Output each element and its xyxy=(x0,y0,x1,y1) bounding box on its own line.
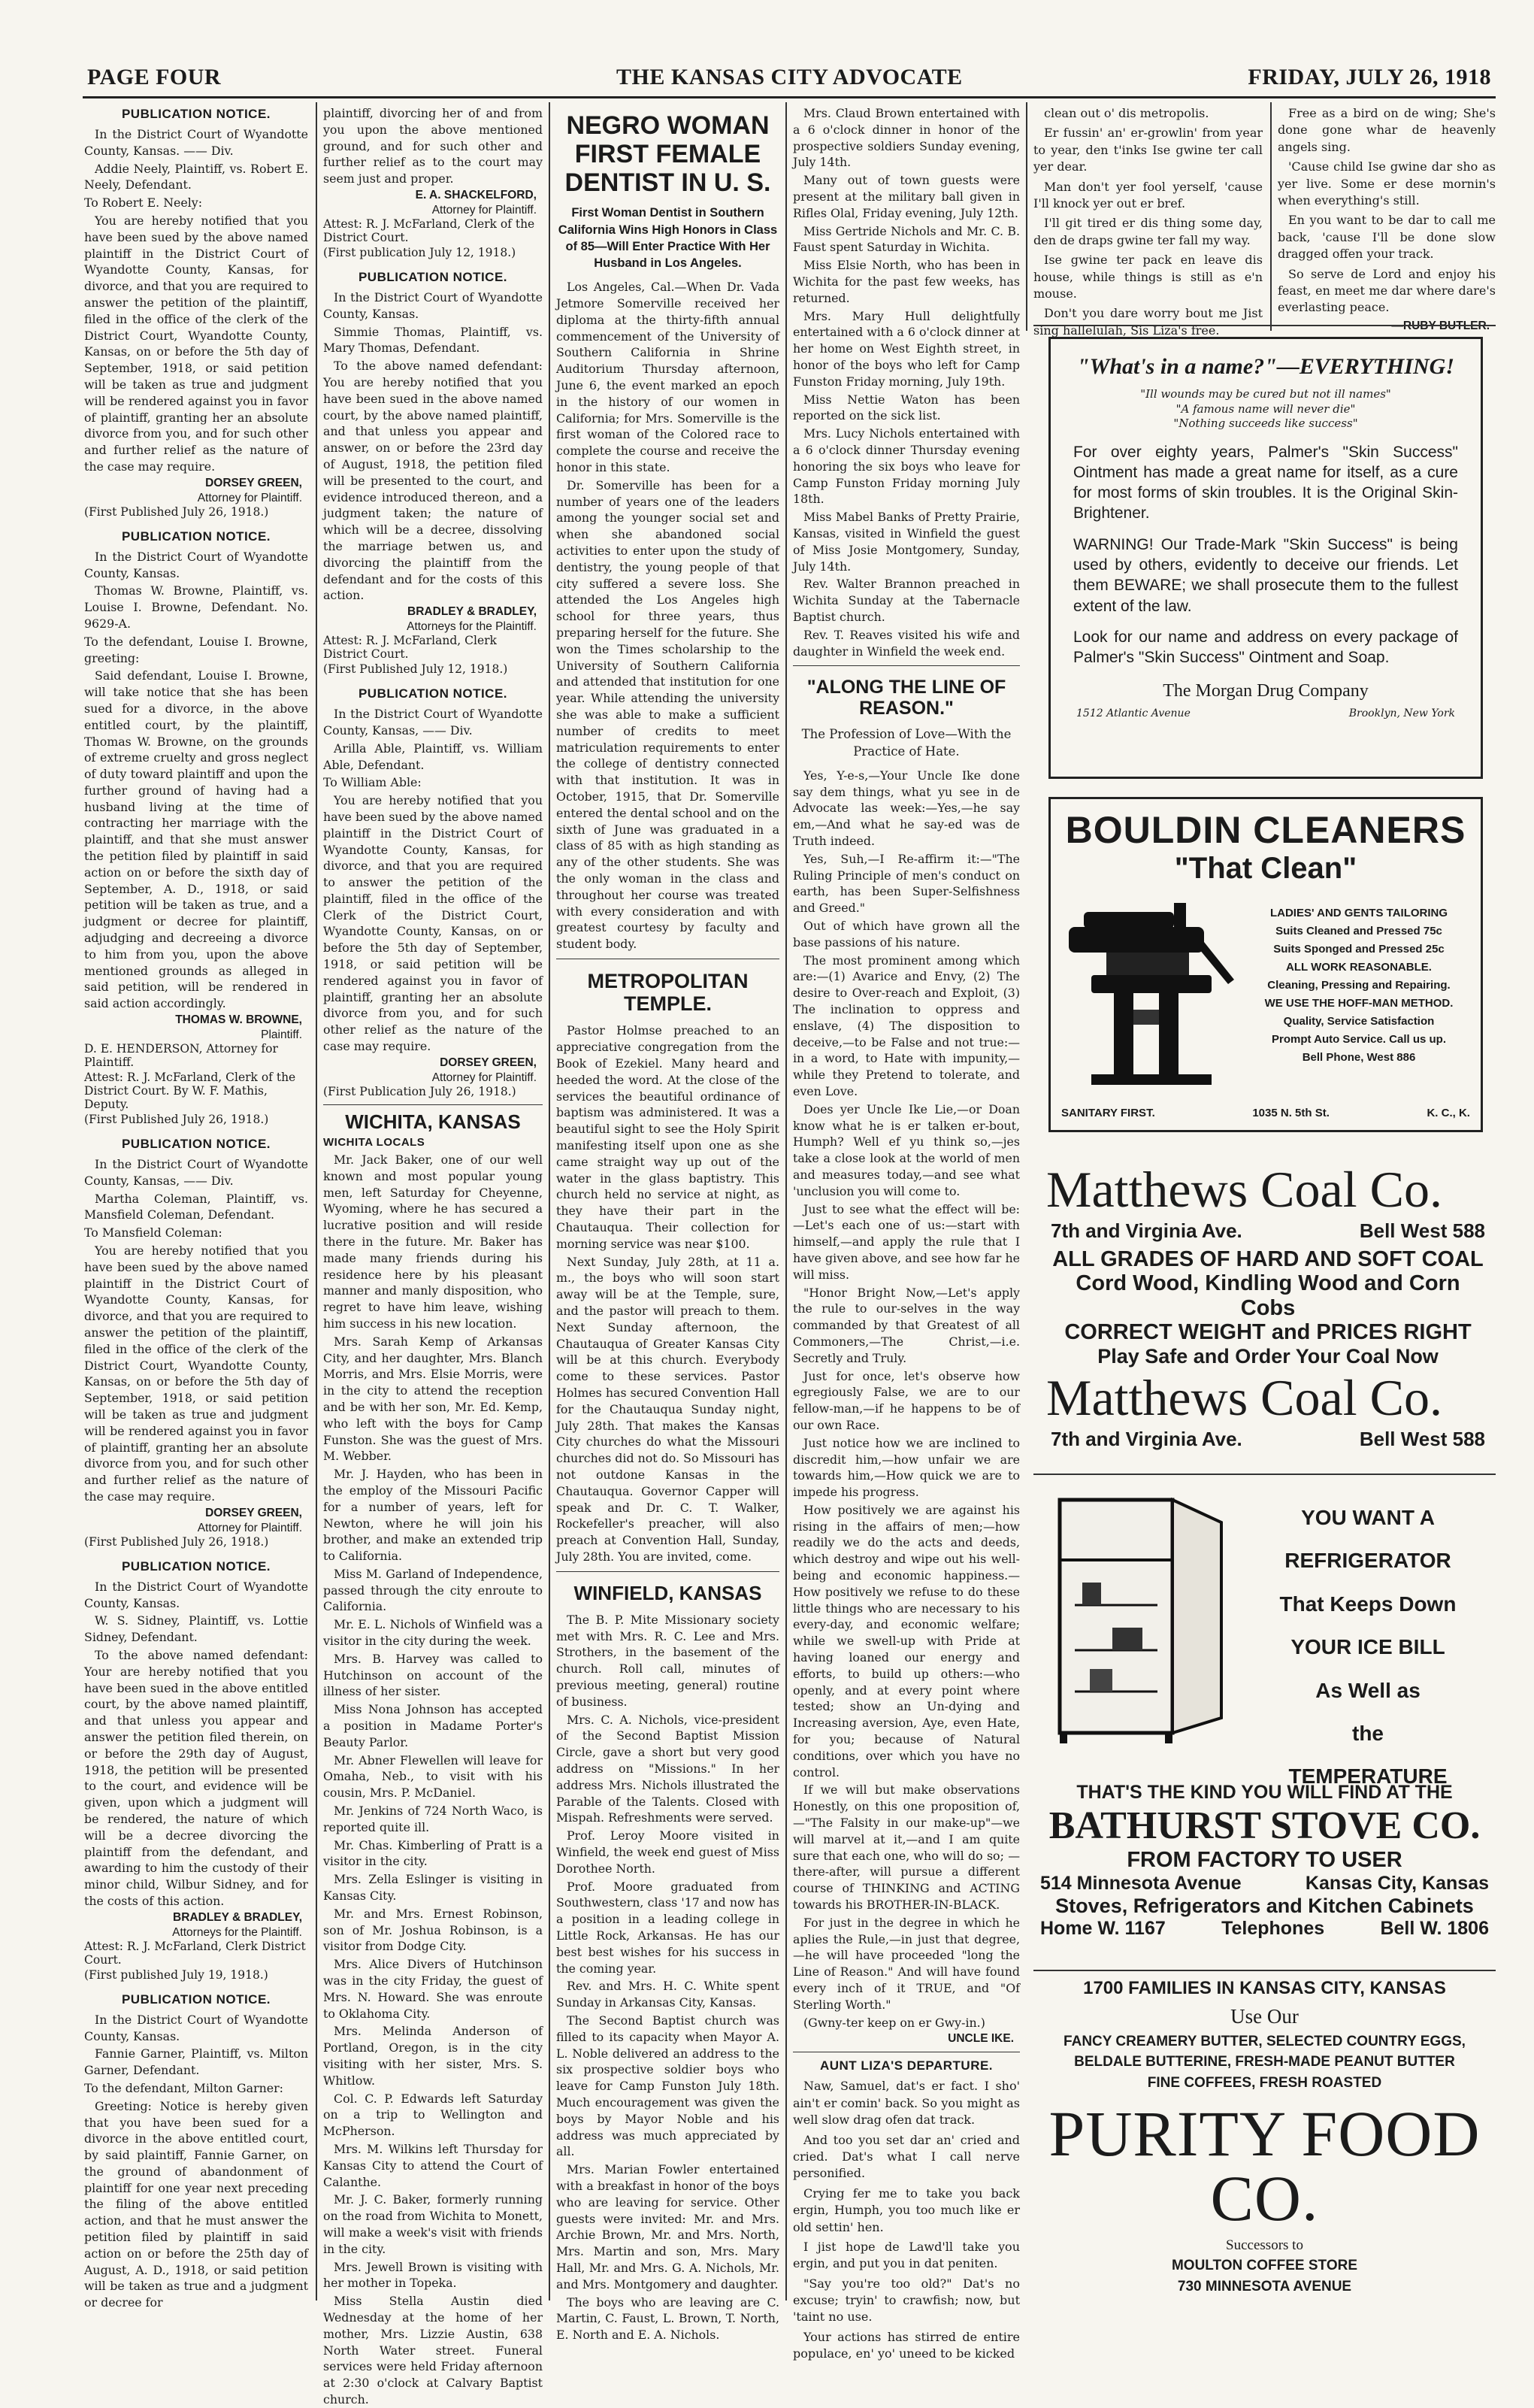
news-item: Mrs. B. Harvey was called to Hutchinson on account of the illness of her sister. xyxy=(323,1651,543,1699)
notice-attest: Attest: R. J. McFarland, Clerk of the District Court. By W. F. Mathis, Deputy. xyxy=(84,1071,296,1112)
purity-line: MOULTON COFFEE STORE xyxy=(1171,2258,1357,2274)
notice-role: Attorney for Plaintiff. xyxy=(431,203,537,217)
bouldin-footer: SANITARY FIRST. xyxy=(1061,1107,1155,1119)
news-item: Miss Elsie North, who has been in Wichita for the past few weeks, has returned. xyxy=(793,258,1020,305)
bouldin-service: WE USE THE HOFF-MAN METHOD. xyxy=(1264,997,1454,1010)
notice-text: plaintiff, divorcing her of and from you upon the above mentioned ground, and for such other and further relief as to the court may seem just and proper. xyxy=(323,106,543,186)
notice-attest: Attest: R. J. McFarland, Clerk District Court. xyxy=(84,1939,306,1967)
article-paragraph: "Honor Bright Now,—Let's apply the rule to our-selves in the way commanded by that Greatest of all Commoners,—The Christ,—i.e. Secretly and Truly. xyxy=(793,1285,1020,1365)
article-paragraph: The B. P. Mite Missionary society met with Mrs. R. C. Lee and Mrs. Strothers, in the basement of the church. Roll call, minutes of previous meeting, general) routine of business. xyxy=(556,1612,779,1709)
stove-line: FROM FACTORY TO USER xyxy=(1127,1848,1402,1872)
bouldin-service: ALL WORK REASONABLE. xyxy=(1286,961,1432,974)
notice-text: Fannie Garner, Plaintiff, vs. Milton Garner, Defendant. xyxy=(84,2046,308,2078)
notice-text: Thomas W. Browne, Plaintiff, vs. Louise I. Browne, Defendant. No. 9629-A. xyxy=(84,583,308,631)
news-item: Mrs. Jewell Brown is visiting with her mother in Topeka. xyxy=(323,2259,543,2291)
column-rule xyxy=(1270,102,1272,331)
notice-text: To the defendant, Louise I. Browne, greeting: xyxy=(84,634,308,665)
reason-headline: "ALONG THE LINE OF REASON." xyxy=(806,677,1006,719)
article-paragraph: For just in the degree in which he aplies the Rule,—in just that degree,—he will have proceeded "long the Line of Reason." And will have found every inch of it TRUE, and "Of Sterling Worth." xyxy=(793,1915,1020,2012)
notice-attorney: D. E. HENDERSON, Attorney for Plaintiff. xyxy=(84,1042,278,1070)
stove-phone-label: Telephones xyxy=(1221,1918,1325,1939)
notice-role: Attorney for Plaintiff. xyxy=(431,1071,537,1084)
notice-text: To the defendant, Milton Garner: xyxy=(84,2080,283,2095)
poem-stanza: Free as a bird on de wing; She's done gone whar de heavenly angels sing. xyxy=(1278,106,1496,154)
notice-heading: PUBLICATION NOTICE. xyxy=(121,107,271,121)
poem-stanza: Your actions has stirred de entire populace, en' yo' uneed to be kicked xyxy=(793,2329,1020,2361)
coal-address: 7th and Virginia Ave. xyxy=(1051,1219,1242,1242)
newspaper-title: THE KANSAS CITY ADVOCATE xyxy=(616,65,963,89)
palmer-ad-quote: "A famous name will never die" xyxy=(1175,401,1356,416)
palmer-ad-quote: "Nothing succeeds like success" xyxy=(1173,416,1358,430)
notice-text: In the District Court of Wyandotte County, Kansas. xyxy=(323,289,543,321)
coal-line: Play Safe and Order Your Coal Now xyxy=(1097,1344,1439,1368)
purity-line: BELDALE BUTTERINE, FRESH-MADE PEANUT BUTTER xyxy=(1074,2054,1455,2070)
news-item: Mrs. Lucy Nichols entertained with a 6 o'clock dinner Thursday evening honoring the six boys who leave for Camp Funston Friday morning July 18th. xyxy=(793,426,1020,507)
notice-text: Simmie Thomas, Plaintiff, vs. Mary Thomas, Defendant. xyxy=(323,324,543,356)
coal-line: Cord Wood, Kindling Wood and Corn Cobs xyxy=(1076,1271,1460,1320)
purity-line: FANCY CREAMERY BUTTER, SELECTED COUNTRY EGGS, xyxy=(1064,2033,1466,2049)
news-item: Col. C. P. Edwards left Saturday on a trip to Wellington and McPherson. xyxy=(323,2091,543,2139)
article-paragraph: Out of which have grown all the base passions of his nature. xyxy=(793,919,1020,950)
article-paragraph: Pastor Holmse preached to an appreciative congregation from the Book of Ezekiel. Many heard and heeded the word. At the close of the services the beautiful ordinance of baptism was administered. It was a beautiful sight to see the Holy Spirit manifesting itself upon one as she came straight way up out of the water in the glass baptistry. This church held no service at night, as they have their part in the Chautauqua. Their collection for morning service was near $100. xyxy=(556,1023,779,1251)
article-paragraph: How positively we are against his rising in the affairs of men;—how readily we do the acts and deeds, which destroy and wipe out his well-being and economic happiness.—How positively we refuse to do these little things who are necessary to his every-day, and economic welfare; while we swell-up with Pride at having loaned our energy and efforts, to build up others:—who openly, and at every point where tested; show an Un-dying and Increasing aversion, Aye, even Hate, for you; because of Natural conditions, over which you have no control. xyxy=(793,1502,1020,1779)
notice-text: You are hereby notified that you have been sued by the above named plaintiff in the District Court of Wyandotte County, Kansas, for divorce, and that you are required to answer the petition of the plaintiff, filed in the office of the clerk of the District Court, Wyandotte County, Kansas, on or before the 5th day of September, 1918, or said petition will be taken as true and judgment will be rendered against you in favor of plaintiff, granting her an absolute divorce from you, and for such other and further relief as the nature of the case may require. xyxy=(84,213,308,474)
reason-article xyxy=(793,768,1020,2013)
aunt-liza-poem-continued xyxy=(1033,105,1263,339)
notice-signature: BRADLEY & BRADLEY, xyxy=(173,1910,302,1924)
news-item: Mrs. M. Wilkins left Thursday for Kansas City to attend the Court of Calanthe. xyxy=(323,2141,543,2189)
reason-note: (Gwny-ter keep on er Gwy-in.) xyxy=(803,2015,985,2030)
news-item: Mr. and Mrs. Ernest Robinson, son of Mr. Joshua Robinson, is a visitor from Dodge City. xyxy=(323,1906,543,1954)
article-paragraph: Mrs. C. A. Nichols, vice-president of the Second Baptist Mission Circle, gave a short but very good address on "Missions." In her address Mrs. Nichols illustrated the Parable of the Talents. Closed with Mispah. Refreshments were served. xyxy=(556,1712,779,1825)
coal-line: CORRECT WEIGHT and PRICES RIGHT xyxy=(1064,1320,1472,1345)
bouldin-service: LADIES' AND GENTS TAILORING xyxy=(1269,907,1448,919)
palmer-ad-quote: "Ill wounds may be cured but not ill names" xyxy=(1140,387,1391,401)
notice-text: To William Able: xyxy=(323,775,422,790)
section-rule xyxy=(1033,1474,1496,1475)
coal-name: Matthews Coal Co. xyxy=(1046,1369,1442,1427)
section-rule xyxy=(556,1571,779,1572)
poem-stanza: Naw, Samuel, dat's er fact. I sho' ain't er comin' back. So you might as well slow drag ofen dat track. xyxy=(793,2079,1020,2128)
palmer-ad xyxy=(1048,337,1483,779)
notice-role: Attorney for Plaintiff. xyxy=(197,491,302,504)
notice-text: Addie Neely, Plaintiff, vs. Robert E. Neely, Defendant. xyxy=(84,161,308,192)
news-item: Mrs. Zella Eslinger is visiting in Kansas City. xyxy=(323,1872,543,1904)
winfield-heading: WINFIELD, KANSAS xyxy=(573,1581,762,1604)
fridge-line: the xyxy=(1352,1721,1384,1745)
notice-role: Attorneys for the Plaintiff. xyxy=(407,620,537,634)
stove-phone-home: Home W. 1167 xyxy=(1040,1918,1166,1939)
notice-text: To the above named defendant: You are hereby notified that you have been sued in the above named court, by the above named plaintiff, and that unless you appear and answer, on or before the 23rd day of August, 1918, the petition filed will be presented to the court, and evidence introduced thereon, and a judgment taken; the nature of which will be a decree, dissolving the marriage betwen us, and divorcing the plaintiff from the defendant and for the costs of this action. xyxy=(323,359,543,603)
purity-line: Use Our xyxy=(1230,2004,1299,2028)
notice-heading: PUBLICATION NOTICE. xyxy=(121,1137,271,1152)
notice-attest: Attest: R. J. McFarland, Clerk of the District Court. xyxy=(323,217,535,244)
bouldin-service: Suits Sponged and Pressed 25c xyxy=(1273,943,1445,956)
bouldin-address: 1035 N. 5th St. xyxy=(1252,1107,1330,1119)
column-3 xyxy=(556,105,779,2343)
notice-publication: (First Published July 26, 1918.) xyxy=(84,1113,269,1127)
notice-text: In the District Court of Wyandotte County, Kansas, —— Div. xyxy=(84,1157,308,1188)
dentist-headline: NEGRO WOMAN FIRST FEMALE DENTIST IN U. S. xyxy=(564,111,771,198)
stove-phone-bell: Bell W. 1806 xyxy=(1380,1918,1489,1939)
pressing-machine-icon xyxy=(1061,897,1242,1092)
section-rule xyxy=(793,665,1020,666)
refrigerator-copy xyxy=(1244,1496,1492,1798)
article-paragraph: Just to see what the effect will be: —Let's each one of us:—start with himself,—and apply the rule that I have given above, and see how far he will miss. xyxy=(793,1201,1020,1282)
fridge-line: As Well as xyxy=(1315,1678,1421,1702)
aunt-liza-poem-end xyxy=(1278,105,1496,317)
poem-stanza: "Say you're too old?" Dat's no excuse; tryin' to crawfish; now, but 'taint no use. xyxy=(793,2276,1020,2325)
news-item: Mr. Jenkins of 724 North Waco, is reported quite ill. xyxy=(323,1804,543,1834)
column-5-poem xyxy=(1033,105,1263,338)
news-item: Mr. Abner Flewellen will leave for Omaha, Neb., to visit with his cousin, Mrs. P. McDaniel. xyxy=(323,1752,543,1801)
column-rule xyxy=(316,102,317,2300)
notice-heading: PUBLICATION NOTICE. xyxy=(121,1992,271,2007)
notice-text: To the above named defendant: Your are hereby notified that you have been sued in the above entitled court, by the above named plaintiff, and that unless you appear and answer the petition filed therein, on or before the 29th day of August, 1918, the petition will be presented to the court, and evidence will be given, upon which a judgment will be rendered, the nature of which will be a decree divorcing the plaintiff from the defendant, and awarding to him the custody of their minor child, Wilbur Sidney, and for the costs of this action. xyxy=(84,1647,308,1908)
bouldin-service: Quality, Service Satisfaction xyxy=(1283,1015,1435,1028)
bouldin-slogan: "That Clean" xyxy=(1174,852,1357,885)
reason-subheadline: The Profession of Love—With the Practice of Hate. xyxy=(801,727,1012,759)
article-paragraph: The most prominent among which are:—(1) Avarice and Envy, (2) The desire to Over-reach and Exploit, (3) The inclination to oppress and enslave, (4) The disposition to deceive,—to be False and not true:—in a word, to Hate with impunity,—while they Pretend to tolerate, and even Love. xyxy=(793,953,1020,1098)
stove-name: BATHURST STOVE CO. xyxy=(1048,1804,1481,1847)
purity-line: 730 MINNESOTA AVENUE xyxy=(1177,2278,1352,2294)
poem-stanza: And too you set dar an' cried and cried. Dat's what I call nerve personified. xyxy=(793,2132,1020,2181)
matthews-coal-ad xyxy=(1046,1161,1490,1455)
purity-line: Successors to xyxy=(1226,2237,1303,2253)
article-paragraph: The Second Baptist church was filled to its capacity when Mayor A. L. Noble delivered an address to the six prospective soldier boys who leave for Camp Funston July 18th. Much encouragement was given the boys by Mayor Noble and his address was much appreciated by all. xyxy=(556,2013,779,2159)
column-6-poem xyxy=(1278,105,1496,331)
news-item: Many out of town guests were present at the military ball given in Rifles Olal, Friday evening, July 12th. xyxy=(793,173,1020,220)
poem-stanza: 'Cause child Ise gwine dar sho as yer live. Some er dese mornin's when everything's still. xyxy=(1278,159,1496,207)
column-rule xyxy=(549,102,550,2300)
poem-stanza: Crying fer me to take you back ergin, Humph, you too much like er old settin' hen. xyxy=(793,2185,1020,2234)
notice-text: You are hereby notified that you have been sued by the above named plaintiff in the District Court of Wyandotte County, Kansas, for divorce, and that you are required to answer the petition of the plaintiff, filed in the office of the Clerk of the District Court, Wyandotte County, Kansas, on or before the 5th day of September, 1918, or said petition will be rendered against you in favor of plaintiff, granting her an absolute divorce from you, and for such other relief as the nature of the case may require. xyxy=(323,793,543,1054)
notice-publication: (First publication July 12, 1918.) xyxy=(323,245,516,259)
news-item: Mr. J. C. Baker, formerly running on the road from Wichita to Monett, will make a week's visit with friends in the city. xyxy=(323,2192,543,2256)
wichita-items xyxy=(323,1152,543,2408)
news-item: Mr. J. Hayden, who has been in the employ of the Missouri Pacific for a number of years, left for Newton, where he will join his brother, and make an extended trip to California. xyxy=(323,1467,543,1564)
dentist-subheadline: First Woman Dentist in Southern California Wins High Honors in Class of 85—Will Enter Practice With Her Husband in Los Angeles. xyxy=(558,206,778,271)
notice-heading: PUBLICATION NOTICE. xyxy=(358,686,508,701)
notice-text: In the District Court of Wyandotte County, Kansas, —— Div. xyxy=(323,707,543,738)
bouldin-cleaners-ad xyxy=(1048,797,1483,1132)
news-item: Miss M. Garland of Independence, passed through the city enroute to California. xyxy=(323,1566,543,1614)
palmer-ad-company: The Morgan Drug Company xyxy=(1163,681,1369,701)
poem-stanza: Man don't yer fool yerself, 'cause I'll knock yer out er bref. xyxy=(1033,179,1263,211)
coal-phone: Bell West 588 xyxy=(1359,1219,1485,1242)
purity-line: FINE COFFEES, FRESH ROASTED xyxy=(1147,2075,1382,2091)
notice-publication: (First Publication July 26, 1918.) xyxy=(323,1084,516,1098)
winfield-items xyxy=(793,105,1020,659)
palmer-ad-warning: WARNING! Our Trade-Mark "Skin Success" is being used by others, evidently to deceive our friends. Let them BEWARE; we shall prosecute them to the fullest extent of the law. xyxy=(1073,535,1458,615)
article-paragraph: Just for once, let's observe how egregiously False, we are to our fellow-man,—if he happens to be of our own Race. xyxy=(793,1368,1020,1432)
news-item: Miss Nona Johnson has accepted a position in Madame Porter's Beauty Parlor. xyxy=(323,1702,543,1749)
article-paragraph: Rev. and Mrs. H. C. White spent Sunday in Arkansas City, Kansas. xyxy=(556,1979,779,2010)
notice-heading: PUBLICATION NOTICE. xyxy=(121,529,271,544)
notice-publication: (First published July 19, 1918.) xyxy=(84,1967,268,1982)
news-item: Miss Gertride Nichols and Mr. C. B. Faust spent Saturday in Wichita. xyxy=(793,223,1020,255)
masthead xyxy=(83,60,1496,98)
column-4 xyxy=(793,105,1020,2361)
bouldin-service: Suits Cleaned and Pressed 75c xyxy=(1275,925,1442,937)
article-paragraph: Yes, Y-e-s,—Your Uncle Ike done say dem things, what yu see in de Advocate las week:—Yes,—he say em,—And what he say-ed was de Truth indeed. xyxy=(793,768,1020,849)
notice-text: Arilla Able, Plaintiff, vs. William Able, Defendant. xyxy=(323,741,543,772)
article-paragraph: Prof. Moore graduated from Southwestern, class '17 and now has a position in a leading college in Little Rock, Arkansas. He has our best best wishes for his success in the coming year. xyxy=(556,1879,779,1976)
column-rule xyxy=(1026,102,1027,331)
notice-text: In the District Court of Wyandotte County, Kansas. xyxy=(84,2012,308,2043)
fridge-line: YOU WANT A xyxy=(1301,1506,1435,1529)
news-item: Mrs. Alice Divers of Hutchinson was in the city Friday, the guest of Mrs. N. Howard. She was enroute to Oklahoma City. xyxy=(323,1957,543,2021)
notice-signature: DORSEY GREEN, xyxy=(440,1056,537,1069)
notice-publication: (First Published July 12, 1918.) xyxy=(323,662,508,677)
bouldin-title: BOULDIN CLEANERS xyxy=(1065,809,1466,851)
notice-text: Martha Coleman, Plaintiff, vs. Mansfield Coleman, Defendant. xyxy=(84,1191,308,1222)
news-item: Mrs. Melinda Anderson of Portland, Oregon, is in the city visiting with her sister, Mrs. S. Whitlow. xyxy=(323,2024,543,2088)
notice-text: To Robert E. Neely: xyxy=(84,195,203,211)
section-rule xyxy=(1033,1970,1496,1971)
notice-signature: E. A. SHACKELFORD, xyxy=(415,188,537,201)
bouldin-city: K. C., K. xyxy=(1427,1107,1470,1119)
poem-stanza: So serve de Lord and enjoy his feast, en meet me dar where dare's everlasting peace. xyxy=(1278,266,1496,315)
news-item: Mr. Chas. Kimberling of Pratt is a visitor in the city. xyxy=(323,1837,543,1869)
notice-text: W. S. Sidney, Plaintiff, vs. Lottie Sidney, Defendant. xyxy=(84,1613,308,1645)
news-item: Mrs. Claud Brown entertained with a 6 o'clock dinner in honor of the prospective soldiers Sunday evening, July 14th. xyxy=(793,106,1020,170)
article-paragraph: Los Angeles, Cal.—When Dr. Vada Jetmore Somerville received her diploma at the thirty-fifth annual commencement of the University of Southern California in Shrine Auditorium Thursday afternoon, June 6, the event marked an epoch in the history of our women in California; for Mrs. Somerville is the first woman of the Colored race to complete the course and receive the honor in this state. xyxy=(556,280,779,475)
notice-signature: BRADLEY & BRADLEY, xyxy=(407,605,537,619)
metropolitan-article xyxy=(556,1022,779,1564)
poem-stanza: clean out o' dis metropolis. xyxy=(1044,106,1209,120)
refrigerator-icon xyxy=(1045,1492,1233,1748)
notice-signature: DORSEY GREEN, xyxy=(205,1506,302,1519)
news-item: Miss Stella Austin died Wednesday at the home of her mother, Mrs. Lizzie Austin, 638 North Water street. Funeral services were held Friday afternoon at 2:30 o'clock at Calvary Baptist church. xyxy=(323,2294,543,2406)
purity-food-ad xyxy=(1037,1976,1492,2297)
palmer-ad-text: Look for our name and address on every package of Palmer's "Skin Success" Ointment and Soap. xyxy=(1073,628,1458,667)
section-rule xyxy=(1033,325,1496,326)
article-paragraph: Dr. Somerville has been for a number of years one of the leaders among the younger social set and when she abandoned social activities to enter upon the study of dentistry, the young people of that city suffered a severe loss. She attended the Los Angeles high school for three years, thus preparing herself for the future. She won the Times scholarship to the University of Southern California and attended that institution for one year. While attending the university she was able to make a sufficient number of credits to meet matriculation requirements to enter the college of dentistry connected with that institution. It was in October, 1915, that Dr. Somerville entered the dental school and on the sixth of June was graduated in a class of 85 with as high standing as any of the other students. She was the only woman in the class and throughout her course was treated with every consideration and with greatest courtesy by faculty and student body. xyxy=(556,477,779,952)
poem-stanza: En you want to be dar to call me back, 'cause I'll be done slow dragged offen your track. xyxy=(1278,213,1496,262)
notice-text: Greeting: Notice is hereby given that you have been sued for a divorce in the above entitled court, by said plaintiff, Fannie Garner, on the ground of abandonment of plaintiff for one year next preceding the filing of the above entitled action, and that he must answer the petition filed by plaintiff in said action on or before the 25th day of August, A. D., 1918, or said petition will be taken as true and a judgment or decree for xyxy=(84,2098,308,2310)
news-item: Miss Mabel Banks of Pretty Prairie, Kansas, visited in Winfield the guest of Miss Josie Montgomery, Sunday, July 14th. xyxy=(793,510,1020,574)
notice-role: Plaintiff. xyxy=(261,1028,302,1042)
bouldin-phone: Bell Phone, West 886 xyxy=(1302,1051,1416,1064)
metropolitan-heading: METROPOLITAN TEMPLE. xyxy=(587,969,749,1016)
article-paragraph: Yes, Suh,—I Re-affirm it:—"The Ruling Principle of men's conduct on earth, has been Super-Selfishness and Greed." xyxy=(793,851,1020,916)
poem-stanza: I jist hope de Lawd'll take you ergin, and put you in dat peniten. xyxy=(793,2239,1020,2271)
news-item: Mr. Jack Baker, one of our well known and most popular young men, left Saturday for Cheyenne, Wyoming, where he has secured a lucrative position and will reside there in the future. Mr. Baker has made many friends during his residence here by his pleasant manner and manly disposition, who regret to have him leave, wishing him success in his new location. xyxy=(323,1152,543,1331)
palmer-ad-city: Brooklyn, New York xyxy=(1348,707,1455,720)
poem-stanza: Er fussin' an' er-growlin' from year to year, den t'inks Ise gwine ter call yer dear. xyxy=(1033,126,1263,174)
palmer-ad-address: 1512 Atlantic Avenue xyxy=(1076,707,1191,720)
notice-signature: DORSEY GREEN, xyxy=(205,476,302,489)
news-item: Miss Nettie Waton has been reported on the sick list. xyxy=(793,392,1020,423)
coal-line: ALL GRADES OF HARD AND SOFT COAL xyxy=(1052,1247,1484,1271)
notice-text: Said defendant, Louise I. Browne, will take notice that she has been sued for a divorce, in the above entitled court, by the plaintiff, Thomas W. Browne, on the grounds of extreme cruelty and gross neglect of duty toward plaintiff and upon the further ground of having had a husband living at the time of contracting her marriage with the plaintiff, and that she must answer the petition filed by plaintiff in said action on or before the sixth day of September, A. D., 1918, or said petition will be taken as true, and a judgment or decree for plaintiff, adjudging and decreeing a divorce to him from you, upon the above mentioned grounds as alleged in said petition, will be rendered in said action accordingly. xyxy=(84,668,308,1011)
coal-name: Matthews Coal Co. xyxy=(1046,1161,1442,1218)
notice-heading: PUBLICATION NOTICE. xyxy=(358,269,508,284)
notice-role: Attorneys for the Plaintiff. xyxy=(172,1925,302,1939)
section-rule xyxy=(323,1104,543,1105)
poem-stanza: I'll git tired er dis thing some day, den de draps gwine ter fall my way. xyxy=(1033,216,1263,247)
fridge-line: That Keeps Down xyxy=(1279,1592,1457,1616)
article-paragraph: If we will but make observations Honestly, on this one proposition of, —"The Falsity in our make-up"—we will marvel at it,—and I am quite sure that each one, who will do so; —there-after, will pursue a different course of THINKING and ACTING towards his BROTHER-IN-BLACK. xyxy=(793,1783,1020,1913)
news-item: Mrs. Mary Hull delightfully entertained with a 6 o'clock dinner at her home on West Eighth street, in honor of the boys who left for Camp Funston Friday morning, July 19th. xyxy=(793,308,1020,389)
fridge-line: TEMPERATURE xyxy=(1288,1764,1448,1789)
news-item: Rev. Walter Brannon preached in Wichita Sunday at the Tabernacle Baptist church. xyxy=(793,577,1020,624)
fridge-line: YOUR ICE BILL xyxy=(1290,1635,1445,1659)
wichita-heading: WICHITA, KANSAS xyxy=(345,1110,521,1133)
column-rule xyxy=(785,102,787,2300)
poem-signature: —RUBY BUTLER. xyxy=(1391,319,1490,332)
notice-publication: (First Published July 26, 1918.) xyxy=(84,1534,269,1549)
coal-phone: Bell West 588 xyxy=(1359,1428,1485,1451)
bouldin-service: Cleaning, Pressing and Repairing. xyxy=(1267,979,1451,992)
article-paragraph: The boys who are leaving are C. Martin, C. Faust, L. Brown, T. North, E. North and E. A. Nichols. xyxy=(556,2294,779,2343)
palmer-ad-title: "What's in a name?"—EVERYTHING! xyxy=(1076,354,1455,379)
news-item: Mrs. Sarah Kemp of Arkansas City, and her daughter, Mrs. Blanch Morris, and Mrs. Elsie Morris, were in the city to attend the reception and be with her son, Mr. Ed. Kemp, who left with the boys for Camp Funston. She was the guest of Mrs. M. Webber. xyxy=(323,1334,543,1464)
dentist-article xyxy=(556,279,779,953)
bathurst-stove-ad xyxy=(1037,1782,1492,1940)
notice-heading: PUBLICATION NOTICE. xyxy=(121,1558,271,1574)
article-paragraph: Prof. Leroy Moore visited in Winfield, the week end guest of Miss Dorothee North. xyxy=(556,1828,779,1876)
notice-publication: (First Published July 26, 1918.) xyxy=(84,504,269,519)
notice-text: In the District Court of Wyandotte County, Kansas. —— Div. xyxy=(84,127,308,158)
bouldin-service: Prompt Auto Service. Call us up. xyxy=(1272,1033,1446,1046)
article-paragraph: Does yer Uncle Ike Lie,—or Doan know what he is er talken er-bout, Humph? Well ef yu think so,—jes take a close look at the world of men and measures today,—and see what 'unclusion you will come to. xyxy=(793,1101,1020,1198)
column-1 xyxy=(84,105,308,2310)
page-number: PAGE FOUR xyxy=(87,65,222,89)
stove-line: Stoves, Refrigerators and Kitchen Cabinets xyxy=(1055,1895,1474,1917)
winfield-article xyxy=(556,1612,779,2343)
purity-name: PURITY FOOD CO. xyxy=(1048,2097,1481,2234)
notice-signature: THOMAS W. BROWNE, xyxy=(175,1013,302,1027)
aunt-liza-poem xyxy=(793,2078,1020,2362)
notice-text: In the District Court of Wyandotte County, Kansas. xyxy=(84,1579,308,1610)
issue-date: FRIDAY, JULY 26, 1918 xyxy=(1248,65,1491,89)
notice-text: In the District Court of Wyandotte County, Kansas. xyxy=(84,549,308,580)
poem-stanza: Ise gwine ter pack en leave dis house, while things is still as e'n mouse. xyxy=(1033,253,1263,301)
article-paragraph: Just notice how we are inclined to discredit him,—how unfair we are towards him,—How quick we are to impede his progress. xyxy=(793,1435,1020,1500)
aunt-liza-heading: AUNT LIZA'S DEPARTURE. xyxy=(819,2058,994,2073)
article-paragraph: Mrs. Marian Fowler entertained with a breakfast in honor of the boys who are leaving for service. Other guests were invited: Mr. and Mrs. Archie Brown, Mr. and Mrs. North, Mrs. Martin and son, Mrs. Mary Hall, Mr. and Mrs. G. A. Nichols, Mr. and Mrs. Montgomery and daughter. xyxy=(556,2162,779,2291)
notice-text: You are hereby notified that you have been sued by the above named plaintiff in the District Court of Wyandotte County, Kansas, for divorce, and that you are required to answer the petition of the plaintiff, filed in the office of the clerk of the District Court, Wyandotte County, Kansas, on or before the 5th day of September, 1918, or said petition will be taken as true and judgment will be rendered against you in favor of plaintiff, granting her an absolute divorce from you, and for such other and further relief as the nature of the case may require. xyxy=(84,1243,308,1504)
notice-attest: Attest: R. J. McFarland, Clerk District Court. xyxy=(323,634,497,662)
article-paragraph: Next Sunday, July 28th, at 11 a. m., the boys who will soon start away will be at the Temple, sure, and the pastor will preach to them. Next Sunday afternoon, the Chautauqua of Greater Kansas City will be at this church. Everybody come to these services. Pastor Holmes has secured Convention Hall for the Chautauqua Sunday night, July 28th. That makes the Kansas City churches do what the Missouri churches did not do. So Missouri has not outdone Kansas in the Chautauqua. Governor Capper will speak and Dr. C. T. Walker, Rockefeller's preacher, will also preach at Convention Hall, Sunday, July 28th. You are invited, come. xyxy=(556,1254,779,1564)
notice-text: To Mansfield Coleman: xyxy=(84,1225,222,1240)
column-2 xyxy=(323,105,543,2406)
purity-line: 1700 FAMILIES IN KANSAS CITY, KANSAS xyxy=(1083,1978,1446,1998)
palmer-ad-text: For over eighty years, Palmer's "Skin Success" Ointment has made a great name for itself, as a cure for most forms of skin troubles. It is the Original Skin-Brightener. xyxy=(1073,443,1458,522)
wichita-subheading: WICHITA LOCALS xyxy=(323,1135,425,1149)
reason-signature: UNCLE IKE. xyxy=(948,2032,1014,2046)
notice-role: Attorney for Plaintiff. xyxy=(197,1521,302,1534)
stove-line: THAT'S THE KIND YOU WILL FIND AT THE xyxy=(1076,1782,1453,1803)
poem-stanza: Don't you dare worry bout me Jist sing hallelulah, Sis Liza's free. xyxy=(1033,306,1263,338)
stove-address: 514 Minnesota Avenue xyxy=(1040,1873,1242,1894)
news-item: Mr. E. L. Nichols of Winfield was a visitor in the city during the week. xyxy=(323,1617,543,1649)
fridge-line: REFRIGERATOR xyxy=(1284,1549,1451,1573)
news-item: Rev. T. Reaves visited his wife and daughter in Winfield the week end. xyxy=(793,627,1020,659)
stove-city: Kansas City, Kansas xyxy=(1305,1873,1489,1894)
coal-address: 7th and Virginia Ave. xyxy=(1051,1428,1242,1451)
